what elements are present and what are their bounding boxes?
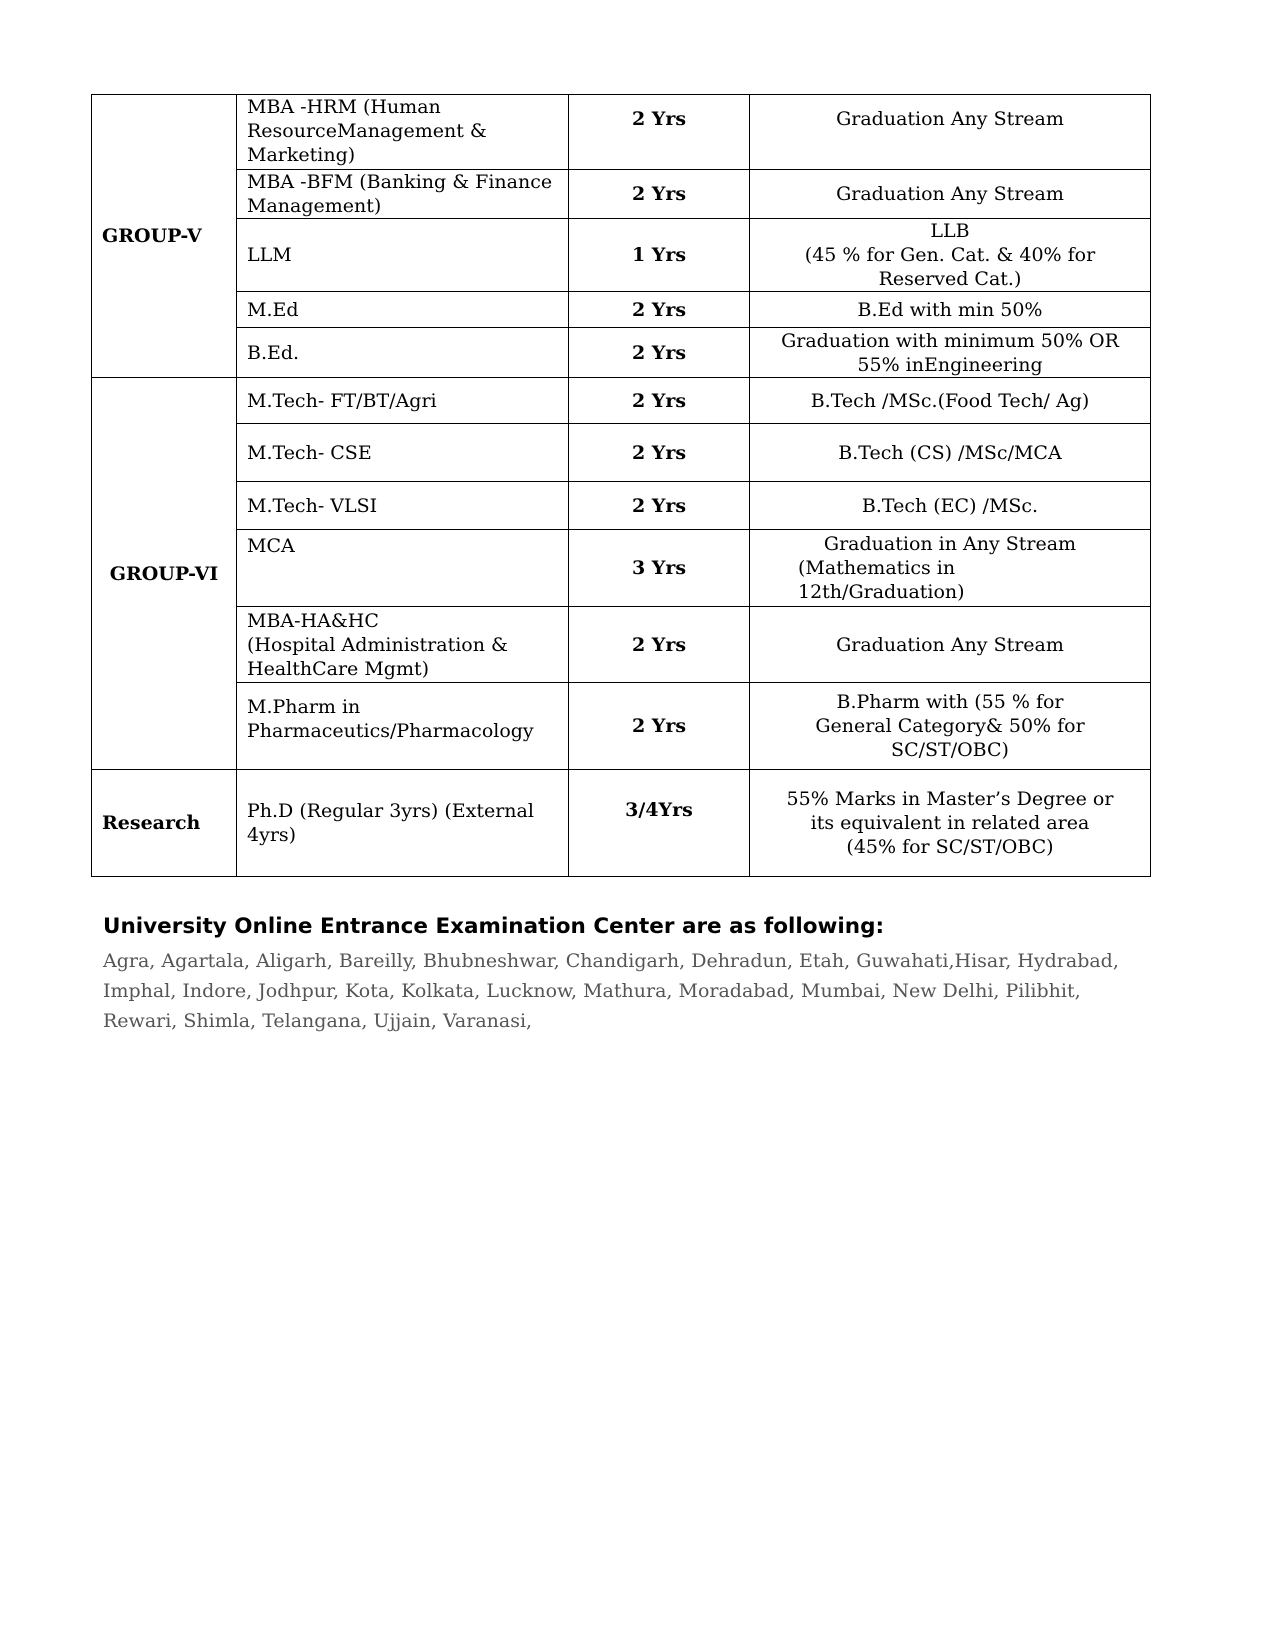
course-name: B.Ed.: [237, 328, 569, 378]
table-row: [92, 530, 1151, 607]
course-name: M.Pharm in Pharmaceutics/Pharmacology: [237, 683, 569, 770]
course-duration: 2 Yrs: [569, 328, 750, 378]
table-row: [92, 683, 1151, 770]
course-duration: 3 Yrs: [569, 530, 750, 607]
table-row: [92, 378, 1151, 424]
course-name-detail: (Hospital Administration & HealthCare Mgmt): [247, 633, 508, 680]
eligibility-line: B.Ed with min 50%: [857, 298, 1043, 321]
course-name: M.Tech- VLSI: [237, 482, 569, 530]
course-eligibility: [750, 378, 1151, 424]
course-eligibility: [750, 482, 1151, 530]
course-eligibility: [750, 292, 1151, 328]
eligibility-line: Graduation with minimum 50% OR 55% inEngineering: [781, 329, 1119, 376]
table-row: [92, 292, 1151, 328]
course-duration: 2 Yrs: [569, 607, 750, 683]
course-duration: 2 Yrs: [569, 170, 750, 219]
table-row: [92, 95, 1151, 170]
course-name-main: MBA-HA&HC: [247, 609, 379, 632]
table-row: [92, 328, 1151, 378]
course-name: LLM: [237, 219, 569, 292]
table-row: [92, 607, 1151, 683]
course-name: MCA: [237, 530, 569, 607]
course-name: [237, 607, 569, 683]
exam-centers-heading: University Online Entrance Examination Center are as following:: [103, 914, 885, 939]
course-name: Ph.D (Regular 3yrs) (External 4yrs): [237, 770, 569, 877]
course-name: M.Tech- CSE: [237, 424, 569, 482]
table-row: [92, 170, 1151, 219]
course-name: MBA -HRM (Human ResourceManagement & Marketing): [237, 95, 569, 170]
course-name: MBA -BFM (Banking & Finance Management): [237, 170, 569, 219]
eligibility-line: B.Tech /MSc.(Food Tech/ Ag): [810, 389, 1090, 412]
eligibility-line: B.Pharm with (55 % for General Category& 50% for SC/ST/OBC): [815, 691, 1085, 761]
eligibility-line: Graduation in Any Stream: [823, 533, 1077, 555]
course-duration: 1 Yrs: [569, 219, 750, 292]
course-eligibility: [750, 770, 1151, 877]
course-name: M.Tech- FT/BT/Agri: [237, 378, 569, 424]
courses-table: [91, 94, 1151, 877]
course-eligibility: [750, 170, 1151, 219]
eligibility-line: Graduation Any Stream: [836, 108, 1064, 130]
course-name: M.Ed: [237, 292, 569, 328]
eligibility-line: B.Tech (CS) /MSc/MCA: [838, 441, 1062, 464]
course-duration: 2 Yrs: [569, 424, 750, 482]
course-eligibility: [750, 95, 1151, 170]
table-row: [92, 770, 1151, 877]
table-row: [92, 482, 1151, 530]
course-duration: 2 Yrs: [569, 95, 750, 170]
table-row: [92, 219, 1151, 292]
course-eligibility: [750, 328, 1151, 378]
exam-centers-list: Agra, Agartala, Aligarh, Bareilly, Bhubneshwar, Chandigarh, Dehradun, Etah, Guwahati,Hisar, Hydrabad, Imphal, Indore, Jodhpur, Kota, Kolkata, Lucknow, Mathura, Moradabad, Mumbai, New Delhi, Pilibhit, Rewari, Shimla, Telangana, Ujjain, Varanasi,: [103, 950, 1119, 1032]
eligibility-line: B.Tech (EC) /MSc.: [861, 494, 1039, 517]
eligibility-line: LLB: [930, 220, 970, 242]
course-duration: 3/4Yrs: [569, 770, 750, 877]
eligibility-line: Graduation Any Stream: [836, 183, 1064, 205]
course-duration: 2 Yrs: [569, 482, 750, 530]
eligibility-line: Graduation Any Stream: [836, 633, 1064, 656]
course-duration: 2 Yrs: [569, 292, 750, 328]
course-duration: 2 Yrs: [569, 378, 750, 424]
course-eligibility: [750, 219, 1151, 292]
course-duration: 2 Yrs: [569, 683, 750, 770]
course-eligibility: [750, 607, 1151, 683]
course-eligibility: [750, 530, 1151, 607]
group-name: GROUP-VI: [92, 378, 237, 770]
course-eligibility: [750, 424, 1151, 482]
eligibility-line: 55% Marks in Master’s Degree or its equivalent in related area (45% for SC/ST/OBC): [786, 788, 1114, 858]
table-row: [92, 424, 1151, 482]
group-name: Research: [92, 770, 237, 877]
course-eligibility: [750, 683, 1151, 770]
eligibility-line: (45 % for Gen. Cat. & 40% for Reserved Cat.): [804, 244, 1096, 290]
eligibility-line: (Mathematics in 12th/Graduation): [798, 557, 965, 603]
group-name: GROUP-V: [92, 95, 237, 378]
